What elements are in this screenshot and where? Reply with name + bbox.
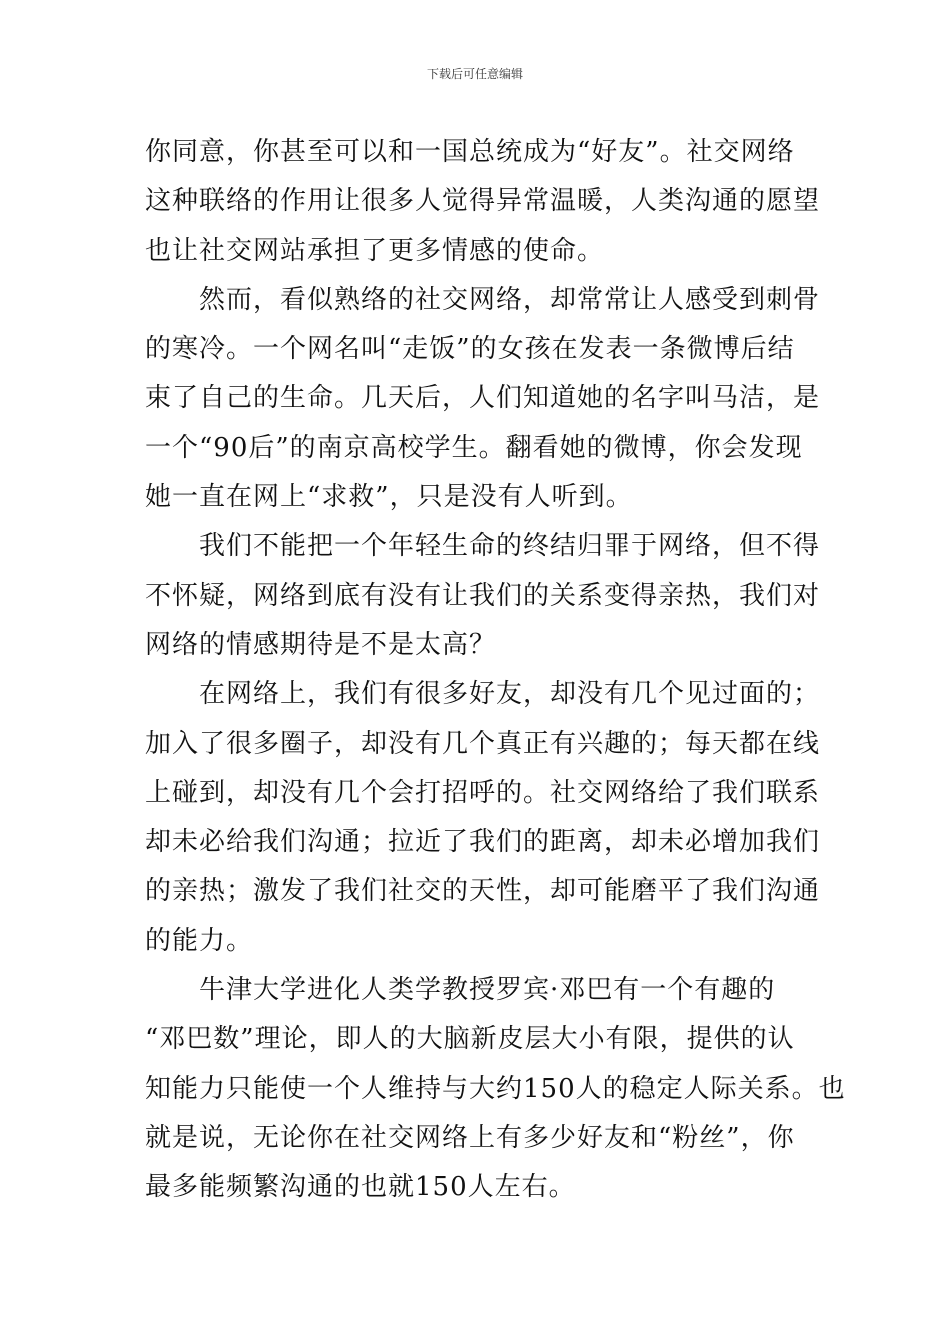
text-line: “邓巴数”理论，即人的大脑新皮层大小有限，提供的认 [145,1024,795,1055]
text-line: 最多能频繁沟通的也就150人左右。 [145,1172,576,1203]
text-line: 你同意，你甚至可以和一国总统成为“好友”。社交网络 [145,137,795,167]
paragraph-2 [145,276,821,522]
text-line: 她一直在网上“求救”，只是没有人听到。 [145,482,633,513]
paragraph-4 [145,670,821,966]
text-line: 束了自己的生命。几天后，人们知道她的名字叫马洁，是 [145,383,821,414]
text-line: 在网络上，我们有很多好友，却没有几个见过面的； [145,679,821,710]
paragraph-5 [145,966,846,1212]
text-line: 然而，看似熟络的社交网络，却常常让人感受到刺骨 [145,284,821,315]
text-line: 一个“90后”的南京高校学生。翻看她的微博，你会发现 [145,432,803,463]
text-line: 不怀疑，网络到底有没有让我们的关系变得亲热，我们对 [145,580,821,611]
text-line: 牛津大学进化人类学教授罗宾·邓巴有一个有趣的 [145,975,776,1006]
text-line: 却未必给我们沟通；拉近了我们的距离，却未必增加我们 [145,827,821,858]
text-line: 的能力。 [145,925,254,956]
text-line: 加入了很多圈子，却没有几个真正有兴趣的；每天都在线 [145,728,821,759]
page-header: 下载后可任意编辑 [426,67,523,81]
document-body [145,128,846,1213]
text-line: 的亲热；激发了我们社交的天性，却可能磨平了我们沟通 [145,876,821,907]
paragraph-1 [145,128,821,276]
text-line: 我们不能把一个年轻生命的终结归罪于网络，但不得 [145,531,821,562]
text-line: 就是说，无论你在社交网络上有多少好友和“粉丝”，你 [145,1122,795,1153]
text-line: 这种联络的作用让很多人觉得异常温暖，人类沟通的愿望 [145,186,821,217]
text-line: 上碰到，却没有几个会打招呼的。社交网络给了我们联系 [145,777,821,808]
text-line: 的寒冷。一个网名叫“走饭”的女孩在发表一条微博后结 [145,334,795,365]
paragraph-3 [145,522,821,670]
text-line: 网络的情感期待是不是太高？ [145,629,497,660]
text-line: 知能力只能使一个人维持与大约150人的稳定人际关系。也 [145,1073,846,1104]
text-line: 也让社交网站承担了更多情感的使命。 [145,235,605,266]
